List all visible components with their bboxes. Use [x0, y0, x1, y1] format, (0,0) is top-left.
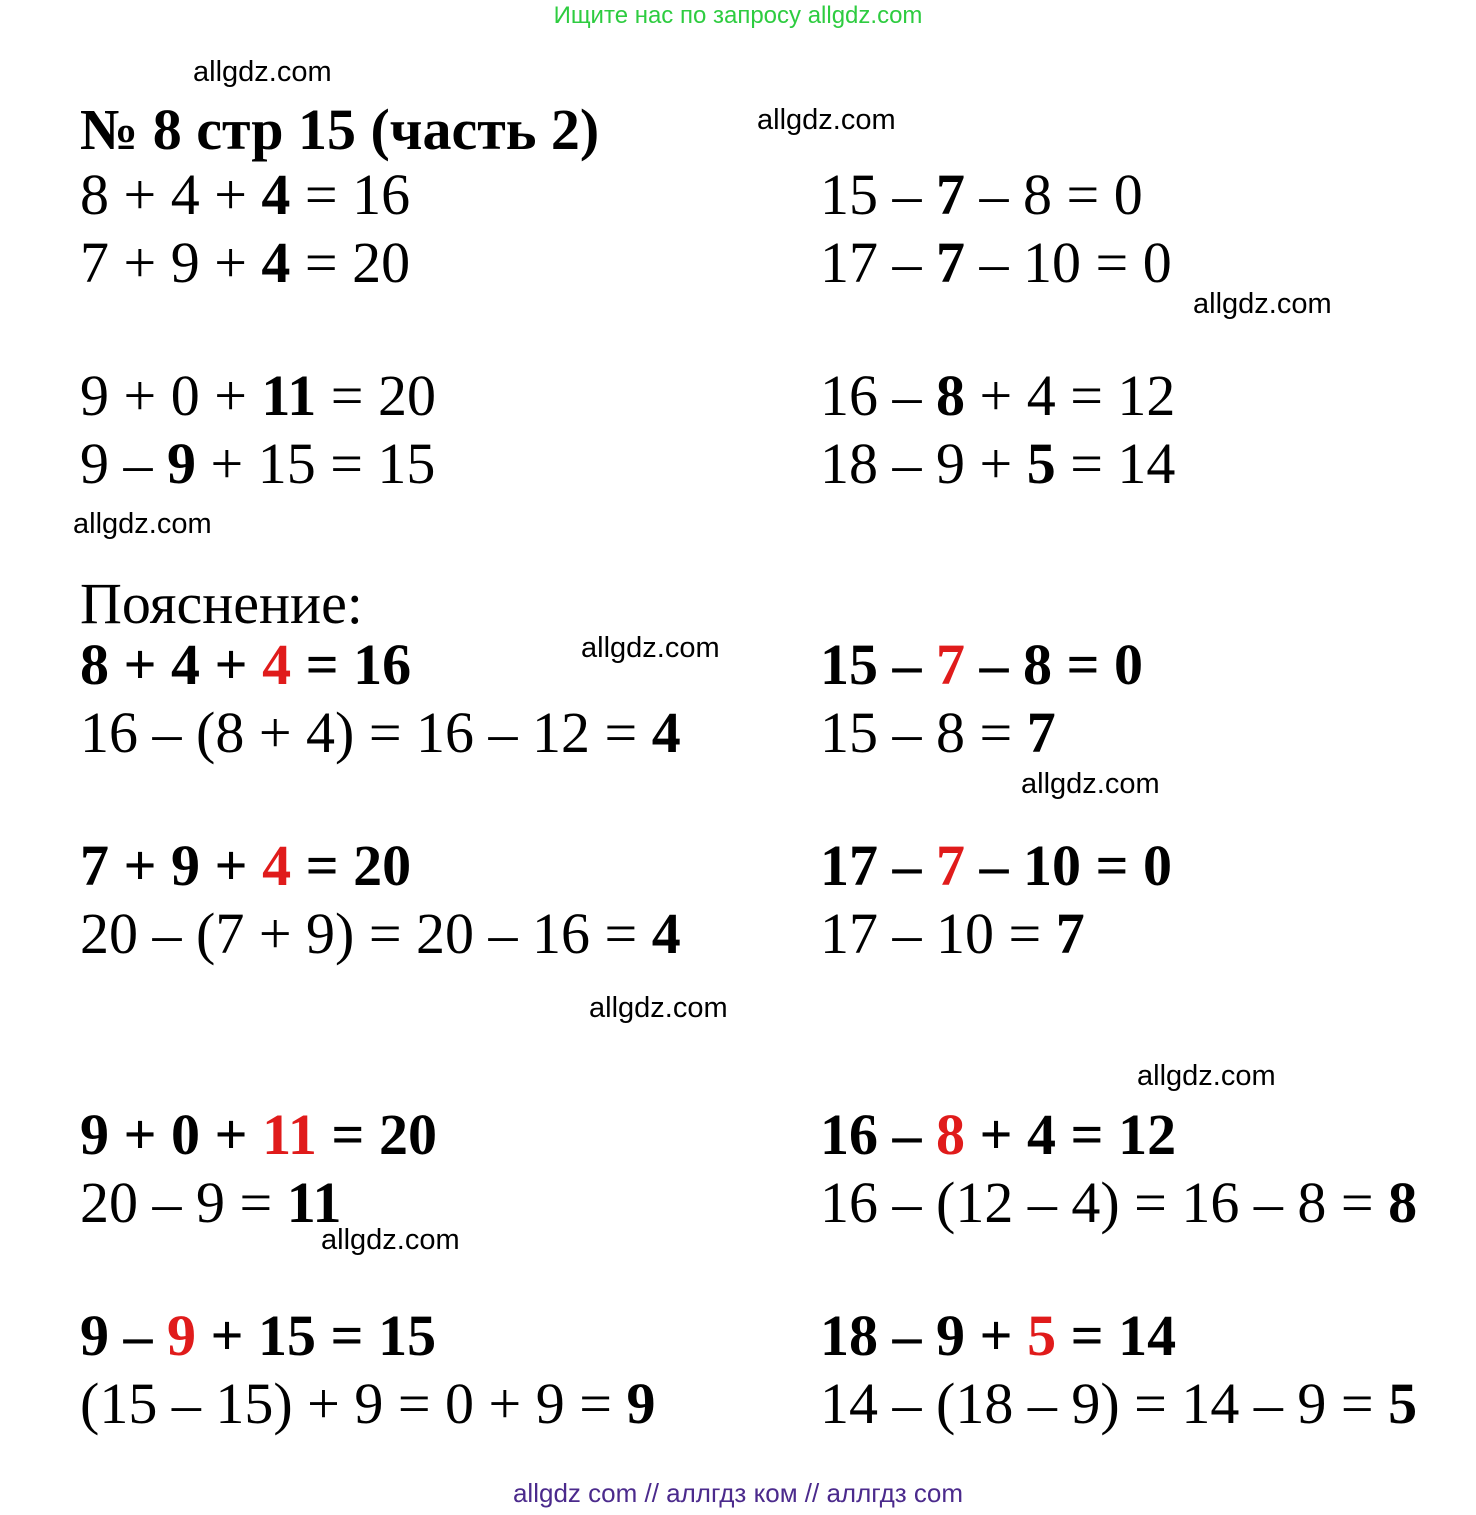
equation-part: 9 + 0 + [80, 363, 262, 428]
explanation-calculation [80, 1371, 656, 1436]
explanation-heading: Пояснение: [80, 571, 363, 636]
equation-part: 18 – 9 + [820, 431, 1027, 496]
equation-part: = 16 [290, 162, 411, 227]
watermark: allgdz.com [321, 1224, 460, 1256]
watermark: allgdz.com [193, 56, 332, 88]
answer-equation [820, 230, 1172, 295]
equation-part: 17 – [820, 230, 936, 295]
answer-value: 4 [261, 230, 291, 295]
calculation-part: 14 – (18 – 9) = 14 – 9 = [820, 1371, 1389, 1436]
highlighted-value: 4 [262, 632, 292, 697]
highlighted-value: 11 [262, 1102, 317, 1167]
explanation-calculation [820, 1170, 1418, 1235]
equation-part: = 14 [1056, 1303, 1177, 1368]
top-banner: Ищите нас по запросу allgdz.com [553, 2, 923, 29]
watermark: allgdz.com [1137, 1060, 1276, 1092]
answer-equation [80, 431, 436, 496]
result-value: 9 [626, 1371, 656, 1436]
result-value: 4 [651, 700, 681, 765]
footer-links: allgdz com // аллгдз ком // аллгдз com [512, 1478, 964, 1508]
equation-part: = 20 [316, 1102, 437, 1167]
equation-part: = 20 [316, 363, 436, 428]
explanation-equation [80, 1102, 437, 1167]
calculation-part: 20 – 9 = [80, 1170, 287, 1235]
equation-part: 9 + 0 + [80, 1102, 263, 1167]
highlighted-value: 7 [936, 632, 965, 697]
watermark: allgdz.com [589, 992, 728, 1024]
explanation-equation [80, 632, 412, 697]
calculation-part: 16 – (8 + 4) = 16 – 12 = [80, 700, 652, 765]
calculation-part: 20 – (7 + 9) = 20 – 16 = [80, 901, 652, 966]
equation-part: + 4 = 12 [965, 363, 1176, 428]
equation-part: – 10 = 0 [965, 833, 1173, 898]
answer-equation [820, 162, 1143, 227]
watermark: allgdz.com [1021, 768, 1160, 800]
equation-part: 16 – [820, 363, 936, 428]
equation-part: 15 – [820, 632, 936, 697]
highlighted-value: 7 [936, 833, 965, 898]
highlighted-value: 4 [262, 833, 292, 898]
explanation-equation [820, 1102, 1177, 1167]
answer-equation [820, 431, 1176, 496]
watermark: allgdz.com [1193, 288, 1332, 320]
explanation-calculation [80, 1170, 342, 1235]
calculation-part: 16 – (12 – 4) = 16 – 8 = [820, 1170, 1389, 1235]
calculation-part: (15 – 15) + 9 = 0 + 9 = [80, 1371, 627, 1436]
explanation-equation [820, 833, 1173, 898]
calculation-part: 17 – 10 = [820, 901, 1056, 966]
answer-value: 8 [936, 363, 965, 428]
explanation-equation [80, 833, 412, 898]
explanation-equation [80, 1303, 437, 1368]
answer-equation [80, 162, 411, 227]
equation-part: 15 – [820, 162, 936, 227]
equation-part: 7 + 9 + [80, 833, 263, 898]
explanation-calculation [820, 700, 1056, 765]
highlighted-value: 5 [1027, 1303, 1057, 1368]
equation-part: = 20 [291, 833, 412, 898]
equation-part: 8 + 4 + [80, 162, 262, 227]
equation-part: 16 – [820, 1102, 936, 1167]
answer-value: 9 [167, 431, 196, 496]
result-value: 7 [1055, 901, 1085, 966]
result-value: 4 [651, 901, 681, 966]
equation-part: = 16 [291, 632, 412, 697]
watermark: allgdz.com [757, 104, 896, 136]
highlighted-value: 8 [936, 1102, 965, 1167]
answer-value: 7 [936, 162, 965, 227]
watermark: allgdz.com [73, 508, 212, 540]
answer-value: 4 [261, 162, 291, 227]
answer-equation [80, 363, 436, 428]
equation-part: 17 – [820, 833, 936, 898]
equation-part: 18 – 9 + [820, 1303, 1028, 1368]
equation-part: = 14 [1055, 431, 1176, 496]
equation-part: – 8 = 0 [965, 162, 1143, 227]
page-title: № 8 стр 15 (часть 2) [80, 97, 600, 162]
equation-part: + 4 = 12 [965, 1102, 1177, 1167]
equation-part: 9 – [80, 1303, 167, 1368]
equation-part: 8 + 4 + [80, 632, 263, 697]
equation-part: – 10 = 0 [965, 230, 1172, 295]
explanation-calculation [820, 901, 1085, 966]
watermark: allgdz.com [581, 632, 720, 664]
explanation-equation [820, 632, 1144, 697]
highlighted-value: 9 [167, 1303, 196, 1368]
explanation-equation [820, 1303, 1177, 1368]
answer-value: 7 [936, 230, 965, 295]
explanation-calculation [80, 700, 681, 765]
result-value: 5 [1388, 1371, 1418, 1436]
equation-part: + 15 = 15 [196, 1303, 437, 1368]
answer-value: 5 [1026, 431, 1056, 496]
answer-value: 11 [261, 363, 317, 428]
equation-part: = 20 [290, 230, 411, 295]
equation-part: + 15 = 15 [196, 431, 436, 496]
answer-equation [80, 230, 411, 295]
calculation-part: 15 – 8 = [820, 700, 1027, 765]
result-value: 11 [286, 1170, 342, 1235]
equation-part: 7 + 9 + [80, 230, 262, 295]
answer-equation [820, 363, 1176, 428]
equation-part: – 8 = 0 [965, 632, 1144, 697]
result-value: 7 [1026, 700, 1056, 765]
explanation-calculation [820, 1371, 1418, 1436]
equation-part: 9 – [80, 431, 167, 496]
explanation-calculation [80, 901, 681, 966]
result-value: 8 [1388, 1170, 1418, 1235]
